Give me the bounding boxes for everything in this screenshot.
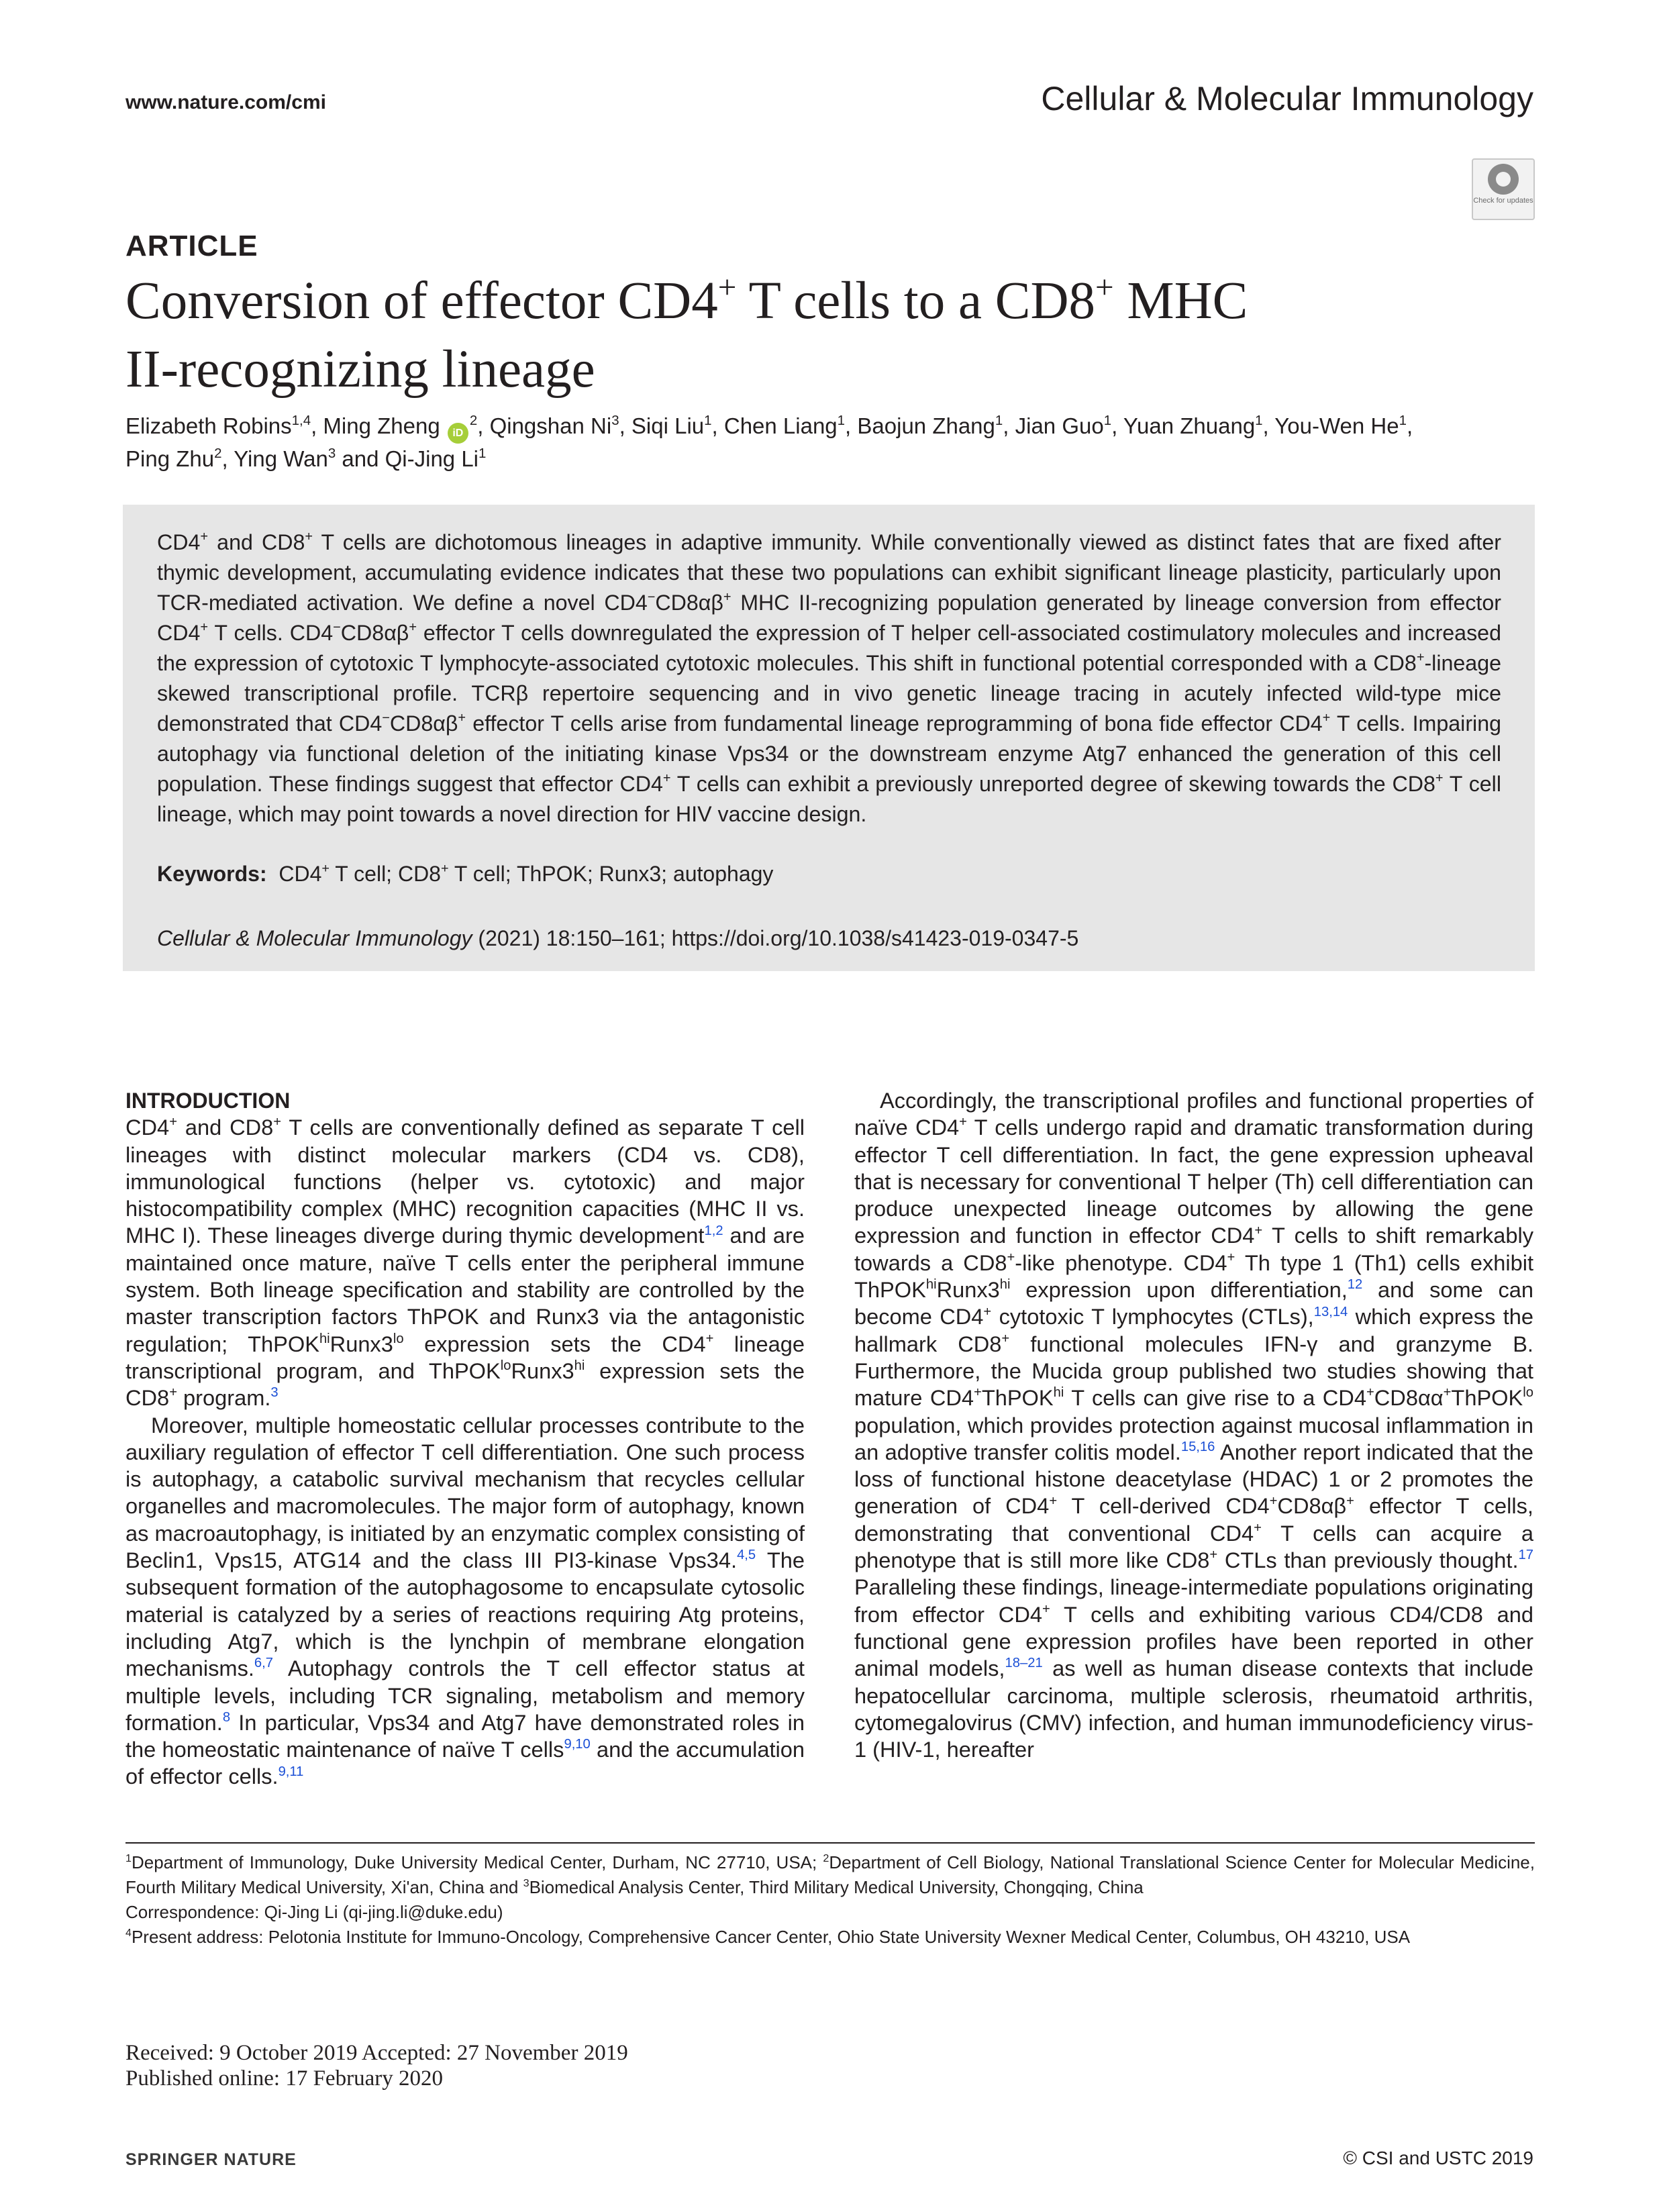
txt: Biomedical Analysis Center, Third Military Medical University, Chongqing, China (529, 1877, 1144, 1897)
affiliation-marker: 1 (837, 412, 846, 428)
txt: Runx3 (330, 1331, 393, 1356)
abs-seg: effector T cells downregulated the expression of T helper cell-associated costimulatory molecules and increased the expression of cytotoxic T lymphocyte-associated cytotoxic molecules. This shift in functional potential corresponded with a CD8 (157, 621, 1501, 675)
sup: 2 (823, 1852, 829, 1864)
abs-seg: T cells. CD4 (208, 621, 334, 645)
citation-journal: Cellular & Molecular Immunology (157, 926, 472, 950)
sup: + (983, 1304, 992, 1319)
txt: effector T cells, demonstrating that conventional CD4 (854, 1493, 1533, 1546)
sup: + (974, 1385, 982, 1401)
abs-seg: -lineage skewed transcriptional profile. TCRβ repertoire sequencing and in vivo genetic lineage tracing in acutely infected wild-type mice demonstrated that CD4 (157, 651, 1501, 736)
txt: expression upon differentiation, (1010, 1277, 1348, 1303)
affiliation-text (125, 1850, 1535, 1900)
author-name: Ming Zheng (323, 413, 440, 438)
sup: + (169, 1385, 177, 1401)
citation-link[interactable]: 9,11 (278, 1764, 304, 1779)
check-for-updates-badge[interactable] (1472, 158, 1535, 220)
txt: T cell-derived CD4 (1057, 1493, 1270, 1519)
affiliation-marker: 2 (469, 412, 478, 428)
article-title (125, 267, 1468, 404)
sup: 3 (523, 1876, 529, 1889)
sup: lo (500, 1358, 511, 1374)
author-name: Ping Zhu (125, 446, 215, 471)
sup: + (200, 530, 209, 545)
affiliation-marker: 1 (995, 412, 1003, 428)
sup: + (1254, 1223, 1263, 1238)
author-name: Yuan Zhuang (1123, 413, 1256, 438)
abs-seg: CD8αβ (340, 621, 409, 645)
txt: Runx3 (511, 1358, 574, 1383)
affiliation-marker: 1 (1103, 412, 1112, 428)
kw-seg: T cell; CD8 (329, 862, 441, 886)
affiliation-marker: 1 (1399, 412, 1407, 428)
sup: + (662, 771, 671, 787)
citation-link[interactable]: 4,5 (737, 1548, 756, 1563)
sup: − (382, 711, 390, 726)
paragraph (125, 1114, 805, 1411)
txt: T cells undergo rapid and dramatic transformation during effector T cell differentiation. In fact, the gene expression upheaval that is necessary for conventional T helper (Th) cell differentiation can produce unexpected lineage outcomes by allowing the gene expression and function in effector CD4 (854, 1115, 1534, 1248)
affiliation-marker: 1,4 (291, 412, 311, 428)
txt: -like phenotype. CD4 (1015, 1250, 1227, 1275)
journal-name: Cellular & Molecular Immunology (1041, 80, 1533, 117)
title-part: II-recognizing lineage (125, 340, 595, 399)
sup: − (333, 620, 341, 636)
txt: functional molecules IFN-γ and granzyme B. Furthermore, the Mucida group published two studies showing that mature CD4 (854, 1331, 1533, 1411)
received-accepted-date: Received: 9 October 2019 Accepted: 27 November 2019 (125, 2041, 628, 2065)
sup: + (1001, 1331, 1010, 1346)
sup: + (273, 1115, 282, 1130)
citation-link[interactable]: 1,2 (704, 1223, 723, 1238)
sup: + (959, 1115, 967, 1130)
citation-link[interactable]: 6,7 (254, 1656, 273, 1671)
present-address (125, 1925, 1535, 1950)
sup: + (305, 530, 313, 545)
article-type-label: ARTICLE (125, 230, 258, 262)
author-name: Ying Wan (234, 446, 328, 471)
citation-link[interactable]: 9,10 (564, 1737, 591, 1752)
title-part: T cells to a CD8 (736, 272, 1096, 330)
txt: Runx3 (936, 1277, 1000, 1303)
body-column-right (854, 1087, 1533, 1763)
sup: + (723, 590, 731, 605)
sup: hi (925, 1277, 937, 1293)
abstract-text (157, 527, 1501, 830)
author-name: Elizabeth Robins (125, 413, 292, 438)
abs-seg: CD8αβ (389, 711, 458, 736)
sup: + (1007, 1250, 1015, 1265)
author-name: Qi-Jing Li (385, 446, 479, 471)
kw-seg: CD4 (279, 862, 322, 886)
check-updates-icon (1488, 164, 1519, 195)
paragraph (854, 1087, 1533, 1763)
txt: population, which provides protection against mucosal inflammation in an adoptive transfer colitis model. (854, 1412, 1533, 1464)
txt: Department of Cell Biology, National Translational Science Center for Molecular Medicine, Fourth Military Medical University, Xi'an, China and (125, 1852, 1535, 1897)
sup: + (321, 861, 330, 876)
abs-seg: CD4 (157, 530, 201, 554)
txt: ThPOK (981, 1385, 1054, 1411)
sup: + (200, 620, 209, 636)
citation-link[interactable]: 12 (1347, 1277, 1363, 1293)
sup: 4 (125, 1926, 132, 1939)
abs-seg: MHC II-recognizing population generated by lineage conversion from effector CD4 (157, 591, 1501, 645)
txt: Present address: Pelotonia Institute for Immuno-Oncology, Comprehensive Cancer Center, Ohio State University Wexner Medical Center, Columbus, OH 43210, USA (131, 1927, 1411, 1947)
txt: Another report indicated that the loss of functional histone deacetylase (HDAC) 1 or 2 promotes the generation of CD4 (854, 1439, 1533, 1519)
author-name: Jian Guo (1015, 413, 1104, 438)
sup: + (1049, 1493, 1058, 1509)
citation-doi-link[interactable]: (2021) 18:150–161; https://doi.org/10.1038/s41423-019-0347-5 (472, 926, 1079, 950)
sup: hi (574, 1358, 585, 1374)
check-updates-label: Check for updates (1473, 197, 1533, 205)
footnote-divider (125, 1842, 1535, 1844)
abs-seg: CD8αβ (655, 591, 723, 615)
published-date: Published online: 17 February 2020 (125, 2066, 443, 2091)
sup: + (1209, 1548, 1218, 1563)
copyright-notice: © CSI and USTC 2019 (1343, 2148, 1533, 2168)
txt: The subsequent formation of the autophagosome to encapsulate cytosolic material is catalyzed by a series of reactions requiring Atg proteins, including Atg7, which is the lynchpin of membrane elongation mechanisms. (125, 1548, 805, 1681)
txt: T cells are conventionally defined as separate T cell lineages with distinct molecular markers (CD4 vs. CD8), immunological functions (helper vs. cytotoxic) and major histocompatibility complex (MHC) recognition capacities (MHC II vs. MHC I). These lineages diverge during thymic development (125, 1115, 805, 1248)
sup: − (647, 590, 656, 605)
title-part: MHC (1113, 272, 1248, 330)
sup: + (1322, 711, 1331, 726)
affiliations (125, 1850, 1535, 1950)
sup: + (1042, 1601, 1050, 1617)
sup: + (1443, 1385, 1452, 1401)
txt: and the accumulation of effector cells. (125, 1737, 805, 1789)
txt: and CD8 (177, 1115, 274, 1140)
title-sup: + (717, 268, 737, 306)
txt: Moreover, multiple homeostatic cellular processes contribute to the auxiliary regulation of effector T cell differentiation. One such process is autophagy, a catabolic survival mechanism that recycles cellular organelles and macromolecules. The major form of autophagy, known as macroautophagy, is initiated by an enzymatic complex consisting of Beclin1, Vps15, ATG14 and the class III PI3-kinase Vps34. (125, 1412, 805, 1573)
txt: Accordingly, the transcriptional profiles and functional properties of naïve CD4 (854, 1088, 1533, 1140)
txt: T cells can give rise to a CD4 (1064, 1385, 1366, 1411)
sup: + (1366, 1385, 1374, 1401)
correspondence: Correspondence: Qi-Jing Li (qi-jing.li@duke.edu) (125, 1902, 503, 1922)
txt: and some can become CD4 (854, 1277, 1534, 1329)
sup: + (1227, 1250, 1235, 1265)
txt: CD8αα (1374, 1385, 1444, 1411)
txt: CTLs than previously thought. (1217, 1548, 1519, 1573)
sup: + (1269, 1493, 1278, 1509)
txt: ThPOK (1451, 1385, 1523, 1411)
citation-link[interactable]: 17 (1518, 1548, 1533, 1563)
author-name: You-Wen He (1274, 413, 1399, 438)
citation-link[interactable]: 18–21 (1005, 1656, 1043, 1671)
title-sup: + (1095, 268, 1114, 306)
sup: + (1416, 650, 1425, 666)
affiliation-marker: 1 (1255, 412, 1263, 428)
paragraph (125, 1412, 805, 1791)
abs-seg: and CD8 (208, 530, 305, 554)
abs-seg: T cell lineage, which may point towards a novel direction for HIV vaccine design. (157, 772, 1501, 826)
sup: hi (999, 1277, 1011, 1293)
affiliation-marker: 1 (704, 412, 712, 428)
author-name: Baojun Zhang (857, 413, 995, 438)
txt: T cells can acquire a phenotype that is still more like CD8 (854, 1520, 1533, 1573)
citation-link[interactable]: 8 (222, 1709, 231, 1725)
txt: as well as human disease contexts that include hepatocellular carcinoma, multiple sclerosis, rheumatoid arthritis, cytomegalovirus (CMV) infection, and human immunodeficiency virus-1 (HIV-1, hereafter (854, 1656, 1534, 1762)
sup: + (409, 620, 417, 636)
citation-link[interactable]: 15,16 (1180, 1440, 1215, 1454)
citation (157, 926, 1078, 951)
affiliation-marker: 3 (611, 412, 619, 428)
sup: + (440, 861, 449, 876)
abs-seg: effector T cells arise from fundamental lineage reprogramming of bona fide effector CD4 (466, 711, 1323, 736)
affiliation-marker: 2 (214, 445, 222, 461)
txt: T cells to shift remarkably towards a CD8 (854, 1223, 1533, 1275)
abs-seg: T cells can exhibit a previously unreported degree of skewing towards the CD8 (670, 772, 1435, 796)
sup: + (1435, 771, 1444, 787)
author-name: Qingshan Ni (489, 413, 612, 438)
sup: lo (1523, 1385, 1533, 1401)
txt: Paralleling these findings, lineage-intermediate populations originating from effector CD4 (854, 1574, 1533, 1627)
journal-website-link[interactable]: www.nature.com/cmi (125, 91, 326, 113)
sup: 1 (125, 1852, 132, 1864)
sup: + (169, 1115, 177, 1130)
txt: cytotoxic T lymphocytes (CTLs), (991, 1304, 1314, 1329)
txt: CD4 (125, 1115, 170, 1140)
article-dates (125, 2040, 628, 2091)
kw-seg: T cell; ThPOK; Runx3; autophagy (448, 862, 774, 886)
txt: T cells and exhibiting various CD4/CD8 and functional gene expression profiles have been reported in other animal models, (854, 1601, 1533, 1681)
citation-link[interactable]: 3 (270, 1385, 279, 1401)
txt: In particular, Vps34 and Atg7 have demonstrated roles in the homeostatic maintenance of naïve T cells (125, 1709, 805, 1762)
txt: expression sets the CD4 (403, 1331, 706, 1356)
affiliation-marker: 1 (478, 445, 487, 461)
txt: and are maintained once mature, naïve T cells enter the peripheral immune system. Both lineage specification and stability are controlled by the master transcription factors ThPOK and Runx3 via the antagonistic regulation; ThPOK (125, 1223, 805, 1356)
body-column-left (125, 1087, 805, 1791)
txt: Th type 1 (Th1) cells exhibit ThPOK (854, 1250, 1533, 1303)
abs-seg: T cells are dichotomous lineages in adaptive immunity. While conventionally viewed as distinct fates that are fixed after thymic development, accumulating evidence indicates that these two populations can exhibit significant lineage plasticity, particularly upon TCR-mediated activation. We define a novel CD4 (157, 530, 1501, 615)
sup: + (705, 1331, 714, 1346)
author-list: Elizabeth Robins$^{1,4}$, Ming Zheng $iD^2$, Qingshan Ni$^3$, Siqi Liu$^1$, Chen Liang$^1$, Baojun Zhang$^1$, Jian Guo$^1$, Yuan Zhuang$^1$, You-Wen He$^1$, Ping Zhu$^2$, Ying Wan$^3$ and Qi-Jing Li$^1$ (125, 412, 1413, 471)
txt: Autophagy controls the T cell effector status at multiple levels, including TCR signaling, metabolism and memory formation. (125, 1656, 805, 1735)
sup: + (458, 711, 466, 726)
abs-seg: T cells. Impairing autophagy via functional deletion of the initiating kinase Vps34 or the downstream enzyme Atg7 enhanced the generation of this cell population. These findings suggest that effector CD4 (157, 711, 1501, 796)
citation-link[interactable]: 13,14 (1313, 1304, 1348, 1319)
sup: lo (393, 1331, 404, 1346)
sup: + (1346, 1493, 1354, 1509)
sup: hi (1053, 1385, 1064, 1401)
txt: lineage transcriptional program, and ThPOK (125, 1331, 805, 1383)
keywords-label: Keywords: (157, 862, 267, 886)
txt: expression sets the CD8 (125, 1358, 805, 1411)
txt: CD8αβ (1277, 1493, 1347, 1519)
txt: which express the hallmark CD8 (854, 1304, 1533, 1356)
txt: program. (177, 1385, 271, 1411)
keywords (157, 862, 773, 887)
author-name: Siqi Liu (631, 413, 705, 438)
section-heading: INTRODUCTION (125, 1089, 291, 1113)
affiliation-marker: 3 (327, 445, 336, 461)
springer-nature-logo: SPRINGER NATURE (125, 2150, 297, 2169)
author-name: Chen Liang (723, 413, 838, 438)
sup: + (1254, 1520, 1262, 1536)
sup: hi (319, 1331, 330, 1346)
txt: Department of Immunology, Duke University Medical Center, Durham, NC 27710, USA; (131, 1852, 823, 1872)
orcid-icon[interactable]: iD (448, 423, 468, 444)
title-part: Conversion of effector CD4 (125, 272, 718, 330)
